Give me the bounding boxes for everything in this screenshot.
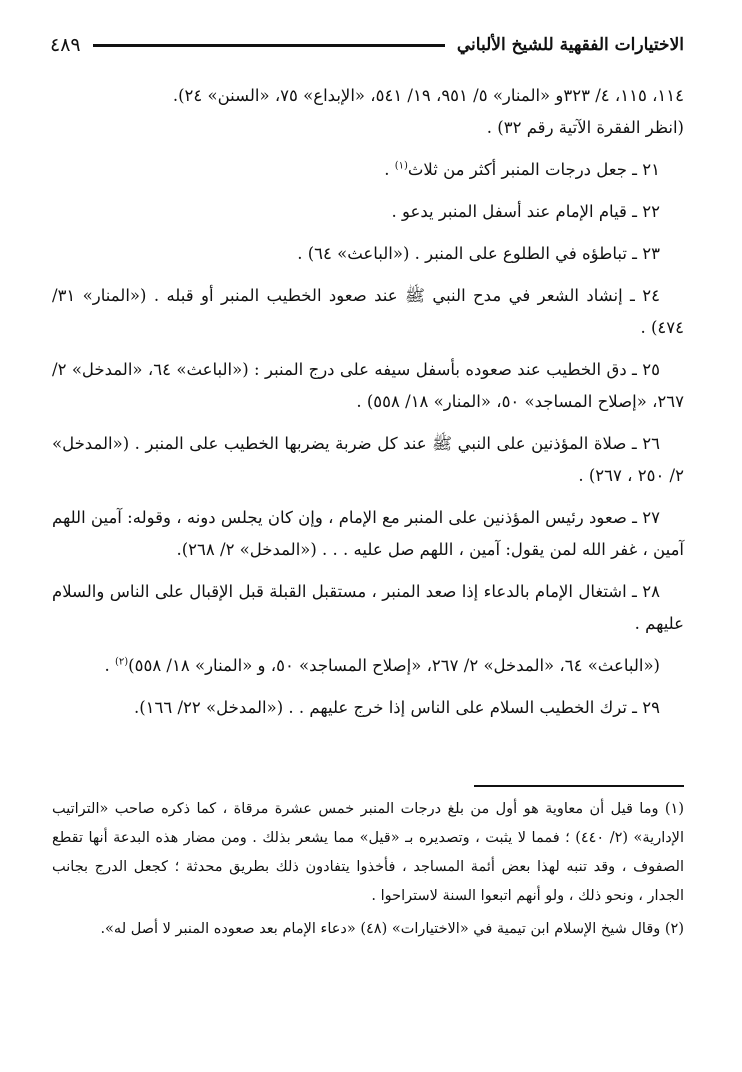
page-header xyxy=(50,30,684,60)
list-item-24 xyxy=(52,280,684,344)
footnote-separator xyxy=(474,785,684,787)
page-number: ٤٨٩ xyxy=(50,34,81,56)
footnote-2: (٢) وقال شيخ الإسلام ابن تيمية في «الاختيارات» (٤٨) «دعاء الإمام بعد صعوده المنبر لا أصل له». xyxy=(100,921,684,937)
intro-line-2: (انظر الفقرة الآتية رقم ٣٢) . xyxy=(486,118,684,137)
list-item-28 xyxy=(52,576,684,640)
item-text: ٢٥ ـ دق الخطيب عند صعوده بأسفل سيفه على درج المنبر : («الباعث» ٦٤، «المدخل» ٢/ ٢٦٧، «إصلاح المساجد» ٥٠، «المنار» ١٨/ ٥٥٨) . xyxy=(52,360,684,411)
item-text: ٢٢ ـ قيام الإمام عند أسفل المنبر يدعو . xyxy=(391,202,660,221)
list-item-26 xyxy=(52,428,684,492)
main-text xyxy=(52,80,684,734)
item-text: ٢٨ ـ اشتغال الإمام بالدعاء إذا صعد المنبر ، مستقبل القبلة قبل الإقبال على الناس والسلام عليهم . xyxy=(52,582,684,633)
item-text: ٢٦ ـ صلاة المؤذنين على النبي ﷺ عند كل ضربة يضربها الخطيب على المنبر . («المدخل» ٢/ ٢٥٠ ، ٢٦٧) . xyxy=(52,434,684,485)
list-item-25 xyxy=(52,354,684,418)
intro-line-1: ١١٤، ١١٥، ٤/ ٣٢٣و «المنار» ٥/ ٩٥١، ١٩/ ٥٤١، «الإبداع» ٧٥، «السنن» ٢٤). xyxy=(172,86,684,105)
references-tail: . xyxy=(104,656,115,675)
item-text: ٢٤ ـ إنشاد الشعر في مدح النبي ﷺ عند صعود الخطيب المنبر أو قبله . («المنار» ٣١/ ٤٧٤) . xyxy=(52,286,684,337)
footnotes xyxy=(52,795,684,948)
intro-paragraph xyxy=(52,80,684,144)
header-rule xyxy=(93,44,445,47)
list-item-21 xyxy=(52,154,684,186)
item-text: ٢٧ ـ صعود رئيس المؤذنين على المنبر مع الإمام ، وإن كان يجلس دونه ، وقوله: آمين اللهم آمين ، غفر الله لمن يقول: آمين ، اللهم صل عليه . . . («المدخل» ٢/ ٢٦٨). xyxy=(52,508,684,559)
item-tail: . xyxy=(384,160,395,179)
item-text: ٢١ ـ جعل درجات المنبر أكثر من ثلاث xyxy=(407,160,660,179)
item-text: ٢٣ ـ تباطؤه في الطلوع على المنبر . («الباعث» ٦٤) . xyxy=(297,244,660,263)
references-text: («الباعث» ٦٤، «المدخل» ٢/ ٢٦٧، «إصلاح المساجد» ٥٠، و «المنار» ١٨/ ٥٥٨) xyxy=(128,656,660,675)
running-title: الاختيارات الفقهية للشيخ الألباني xyxy=(456,35,684,55)
list-item-28-references xyxy=(52,650,684,682)
item-text: ٢٩ ـ ترك الخطيب السلام على الناس إذا خرج عليهم . . («المدخل» ٢٢/ ١٦٦). xyxy=(133,698,660,717)
list-item-29 xyxy=(52,692,684,724)
list-item-27 xyxy=(52,502,684,566)
list-item-23 xyxy=(52,238,684,270)
footnote-ref-1[interactable]: (١) xyxy=(394,160,408,172)
footnote-ref-2[interactable]: (٢) xyxy=(114,656,129,668)
footnote-1: (١) وما قيل أن معاوية هو أول من بلغ درجات المنبر خمس عشرة مرقاة ، كما ذكره صاحب «التراتيب الإدارية» (٢/ ٤٤٠) ؛ فمما لا يثبت ، وتصديره بـ «قيل» مما يشعر بذلك . ومن مضار هذه البدعة أنها تقطع الصفوف ، وقد تنبه لهذا بعض أئمة المساجد ، فأخذوا يتفادون ذلك بطريق محدثة ؛ كجعل الدرج بجانب الجدار ، ونحو ذلك ، ولو أنهم اتبعوا السنة لاستراحوا . xyxy=(52,801,684,904)
list-item-22 xyxy=(52,196,684,228)
